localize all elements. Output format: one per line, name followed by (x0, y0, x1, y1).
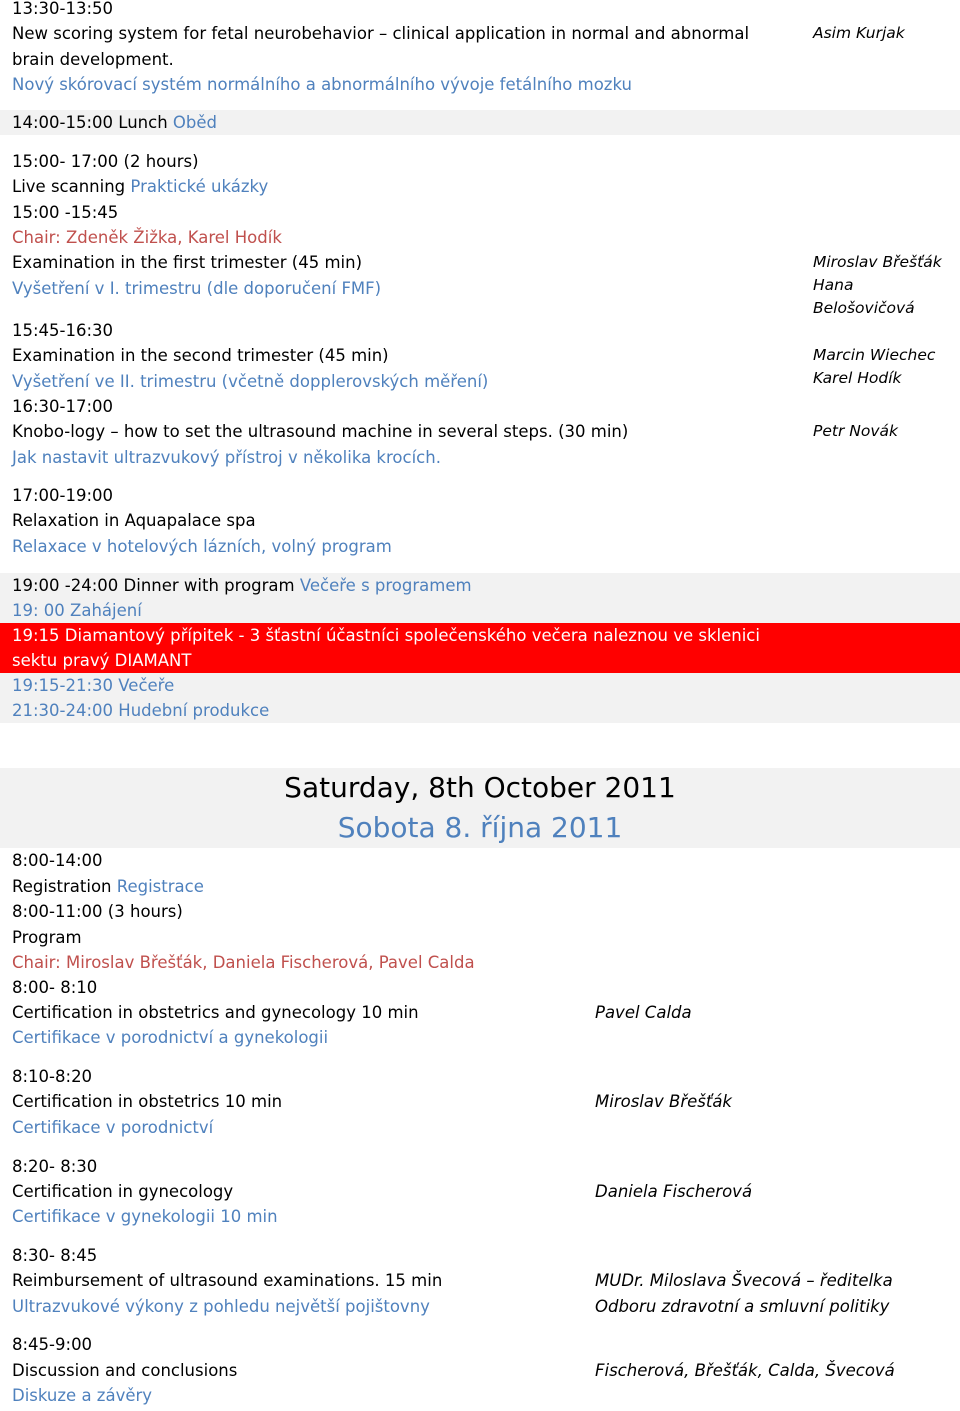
talk-speaker: Miroslav Břešťák (595, 1092, 732, 1111)
registration-row (12, 874, 204, 899)
live-label: Live scanning (12, 177, 126, 196)
session-time: 17:00-19:00 (12, 486, 114, 505)
diamond-toast-cont: sektu pravý DIAMANT (12, 651, 192, 670)
lunch-label: 14:00-15:00 Lunch (12, 113, 168, 132)
session-time: 15:45-16:30 (12, 321, 114, 340)
session-title: Examination in the first trimester (45 min) (12, 253, 363, 272)
talk-title: Certification in obstetrics and gynecology 10 min (12, 1003, 419, 1022)
session-translation: Vyšetření v I. trimestru (dle doporučení FMF) (12, 279, 382, 298)
registration-translation: Registrace (116, 877, 204, 896)
talk-translation: Diskuze a závěry (12, 1386, 153, 1405)
session-title: New scoring system for fetal neurobehavior – clinical application in normal and abnormal (12, 24, 750, 43)
talk-translation: Certifikace v gynekologii 10 min (12, 1207, 278, 1226)
session-translation: Vyšetření ve II. trimestru (včetně dopplerovských měření) (12, 372, 489, 391)
dinner-opening: 19: 00 Zahájení (12, 601, 142, 620)
speaker-name: Belošovičová (813, 299, 915, 317)
session-time: 15:00 -15:45 (12, 203, 119, 222)
talk-time: 8:20- 8:30 (12, 1157, 98, 1176)
session-translation: Relaxace v hotelových lázních, volný program (12, 537, 392, 556)
talk-translation: Certifikace v porodnictví (12, 1118, 214, 1137)
talk-time: 8:00- 8:10 (12, 978, 98, 997)
session-time: 13:30-13:50 (12, 0, 114, 18)
speaker-name: Miroslav Břešťák (813, 253, 942, 271)
session-title-cont: brain development. (12, 50, 174, 69)
dinner-row (12, 573, 472, 598)
talk-speaker: MUDr. Miloslava Švecová – ředitelka (595, 1271, 893, 1290)
talk-title: Certification in obstetrics 10 min (12, 1092, 283, 1111)
session-translation: Nový skórovací systém normálního a abnormálního vývoje fetálního mozku (12, 75, 632, 94)
dinner-translation: Večeře s programem (299, 576, 472, 595)
talk-time: 8:45-9:00 (12, 1335, 93, 1354)
registration-time: 8:00-14:00 (12, 851, 103, 870)
speaker-name: Hana (813, 276, 854, 294)
day-title-translation: Sobota 8. října 2011 (337, 811, 623, 844)
talk-speaker: Pavel Calda (595, 1003, 692, 1022)
live-time: 15:00- 17:00 (2 hours) (12, 152, 199, 171)
talk-title: Reimbursement of ultrasound examinations. 15 min (12, 1271, 443, 1290)
registration-label: Registration (12, 877, 112, 896)
diamond-toast: 19:15 Diamantový přípitek - 3 šťastní účastníci společenského večera naleznou ve sklenici (12, 626, 760, 645)
chair-line: Chair: Zdeněk Žižka, Karel Hodík (12, 228, 282, 247)
live-translation: Praktické ukázky (130, 177, 269, 196)
speaker-name: Asim Kurjak (813, 24, 905, 42)
session-time: 16:30-17:00 (12, 397, 114, 416)
chair-line: Chair: Miroslav Břešťák, Daniela Fischerová, Pavel Calda (12, 953, 475, 972)
speaker-name: Petr Novák (813, 422, 898, 440)
program-label: Program (12, 928, 82, 947)
session-title: Examination in the second trimester (45 min) (12, 346, 389, 365)
lunch-translation: Oběd (172, 113, 217, 132)
talk-title: Discussion and conclusions (12, 1361, 238, 1380)
session-title: Relaxation in Aquapalace spa (12, 511, 256, 530)
talk-speaker: Daniela Fischerová (595, 1182, 753, 1201)
live-row (12, 174, 268, 199)
speaker-name: Marcin Wiechec (813, 346, 936, 364)
lunch-row (12, 110, 217, 135)
talk-time: 8:10-8:20 (12, 1067, 93, 1086)
talk-time: 8:30- 8:45 (12, 1246, 98, 1265)
session-title: Knobo-logy – how to set the ultrasound machine in several steps. (30 min) (12, 422, 629, 441)
talk-translation: Ultrazvukové výkony z pohledu největší pojištovny (12, 1297, 430, 1316)
talk-speaker: Fischerová, Břešťák, Calda, Švecová (595, 1361, 895, 1380)
dinner-label: 19:00 -24:00 Dinner with program (12, 576, 295, 595)
day-title: Saturday, 8th October 2011 (284, 771, 676, 804)
talk-translation: Certifikace v porodnictví a gynekologii (12, 1028, 329, 1047)
dinner-music: 21:30-24:00 Hudební produkce (12, 701, 270, 720)
speaker-name: Karel Hodík (813, 369, 902, 387)
talk-title: Certification in gynecology (12, 1182, 234, 1201)
session-translation: Jak nastavit ultrazvukový přístroj v několika krocích. (12, 448, 441, 467)
program-time: 8:00-11:00 (3 hours) (12, 902, 183, 921)
dinner-supper: 19:15-21:30 Večeře (12, 676, 175, 695)
talk-speaker-cont: Odboru zdravotní a smluvní politiky (595, 1297, 890, 1316)
